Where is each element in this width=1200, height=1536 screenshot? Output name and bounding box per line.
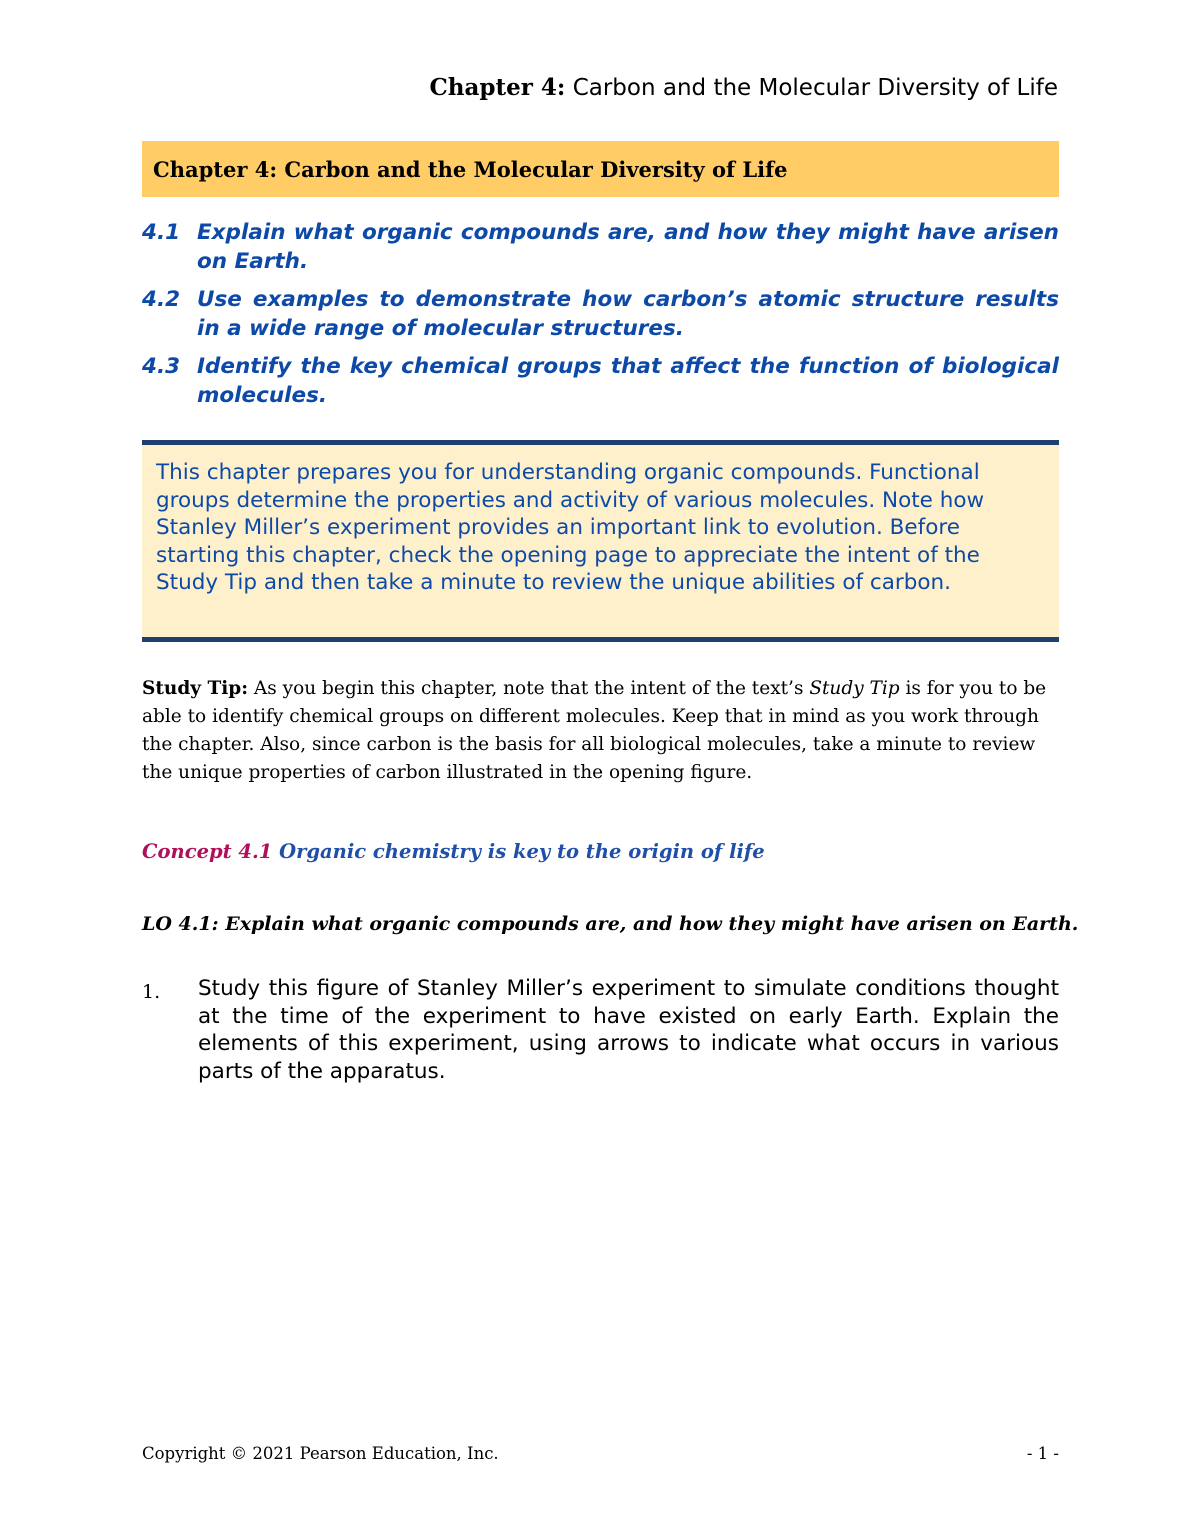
question-text: Study this figure of Stanley Miller’s experiment to simulate conditions thought at the time of the experiment to have existed on early Earth. Explain the elements of this experiment, using arrows to indicate what occurs in various parts of the apparatus. [198, 976, 1059, 1084]
question-number: 1. [142, 981, 161, 1003]
objective-number: 4.3 [142, 354, 181, 379]
study-tip-text-after: is for you to be able to identify chemical groups on different molecules. Keep that in mind as you work through the chapter. Also, since carbon is the basis for all biological molecules, take a minute to review the unique properties of carbon illustrated in the opening figure. [142, 678, 1047, 783]
page-footer [142, 1444, 1059, 1463]
objective-number: 4.1 [142, 220, 181, 245]
copyright-notice: Copyright © 2021 Pearson Education, Inc. [142, 1444, 499, 1463]
concept-label: Concept 4.1 [142, 840, 273, 863]
study-tip-paragraph [142, 675, 1052, 787]
study-tip-emphasis: Study Tip [809, 678, 900, 699]
objective-text: Identify the key chemical groups that affect the function of biological molecules. [197, 354, 1059, 408]
study-tip-label: Study Tip: [142, 678, 249, 699]
objective-text: Explain what organic compounds are, and how they might have arisen on Earth. [197, 220, 1059, 274]
study-tip-text-before: As you begin this chapter, note that the intent of the text’s [248, 678, 810, 699]
concept-heading [142, 840, 765, 863]
objective-4-3 [142, 352, 1059, 410]
objective-4-2 [142, 285, 1059, 343]
page-header [429, 74, 1058, 101]
objective-4-1 [142, 218, 1059, 276]
objective-text: Use examples to demonstrate how carbon’s atomic structure results in a wide range of molecular structures. [197, 287, 1059, 341]
learning-objectives [142, 218, 1059, 419]
question-1 [142, 975, 1059, 1085]
header-chapter-label: Chapter 4: [429, 74, 566, 101]
learning-objective-heading: LO 4.1: Explain what organic compounds are, and how they might have arisen on Earth. [142, 913, 1079, 935]
header-chapter-title: Carbon and the Molecular Diversity of Life [572, 75, 1058, 101]
objective-number: 4.2 [142, 287, 181, 312]
page-number: - 1 - [1026, 1444, 1059, 1463]
chapter-banner: Chapter 4: Carbon and the Molecular Diversity of Life [142, 141, 1059, 197]
chapter-intro-box: This chapter prepares you for understanding organic compounds. Functional groups determine the properties and activity of various molecules. Note how Stanley Miller’s experiment provides an important link to evolution. Before starting this chapter, check the opening page to appreciate the intent of the Study Tip and then take a minute to review the unique abilities of carbon. [142, 440, 1059, 642]
concept-text: Organic chemistry is key to the origin of life [279, 840, 765, 863]
